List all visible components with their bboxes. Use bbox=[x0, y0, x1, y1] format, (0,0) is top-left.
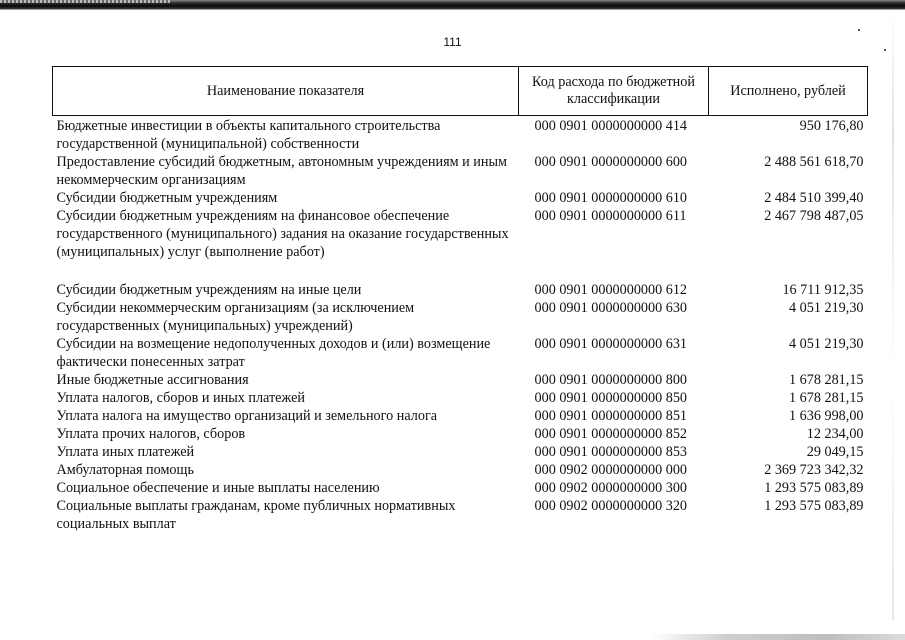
row-code: 000 0901 0000000000 414 bbox=[534, 118, 688, 134]
row-code: 000 0901 0000000000 631 bbox=[534, 336, 688, 352]
row-code: 000 0901 0000000000 610 bbox=[534, 190, 688, 206]
table-row bbox=[53, 371, 868, 389]
budget-execution-table bbox=[52, 66, 868, 533]
row-name: Уплата прочих налогов, сборов bbox=[56, 426, 246, 442]
row-amount: 1 678 281,15 bbox=[789, 390, 864, 406]
column-header-code: Код расхода по бюджетной классификации bbox=[519, 67, 709, 116]
row-name: Иные бюджетные ассигнования bbox=[56, 372, 249, 388]
row-amount: 12 234,00 bbox=[806, 426, 864, 442]
row-name: Субсидии на возмещение недополученных доходов и (или) возмещение фактически понесенных затрат bbox=[56, 336, 491, 370]
table-row bbox=[53, 425, 868, 443]
row-name: Амбулаторная помощь bbox=[56, 462, 194, 478]
table-row bbox=[53, 281, 868, 299]
row-name: Уплата налога на имущество организаций и земельного налога bbox=[56, 408, 438, 424]
table-header-row bbox=[53, 67, 868, 116]
scan-border-top bbox=[0, 0, 905, 10]
row-amount: 16 711 912,35 bbox=[782, 282, 864, 298]
scan-edge-right bbox=[892, 10, 894, 620]
table-row bbox=[53, 153, 868, 189]
spacer-cell bbox=[709, 261, 868, 281]
row-amount: 1 293 575 083,89 bbox=[764, 498, 864, 514]
column-header-name: Наименование показателя bbox=[53, 67, 519, 116]
table-row bbox=[53, 443, 868, 461]
row-code: 000 0901 0000000000 611 bbox=[534, 208, 687, 224]
row-amount: 29 049,15 bbox=[806, 444, 864, 460]
spacer-cell bbox=[519, 261, 709, 281]
row-code: 000 0901 0000000000 851 bbox=[534, 408, 688, 424]
page-number: 111 bbox=[443, 35, 462, 49]
row-code: 000 0901 0000000000 612 bbox=[534, 282, 688, 298]
row-name: Субсидии бюджетным учреждениям на финансовое обеспечение государственного (муниципального) задания на оказание государственных (муниципальных) услуг (выполнение работ) bbox=[56, 208, 509, 260]
row-name: Уплата налогов, сборов и иных платежей bbox=[56, 390, 305, 406]
table-row bbox=[53, 407, 868, 425]
table-row bbox=[53, 299, 868, 335]
table-row bbox=[53, 461, 868, 479]
column-header-amount: Исполнено, рублей bbox=[709, 67, 868, 116]
row-code: 000 0901 0000000000 800 bbox=[534, 372, 688, 388]
scan-speck bbox=[858, 29, 860, 31]
row-amount: 2 484 510 399,40 bbox=[764, 190, 864, 206]
row-amount: 2 369 723 342,32 bbox=[764, 462, 864, 478]
row-code: 000 0902 0000000000 320 bbox=[534, 498, 688, 514]
table-row bbox=[53, 389, 868, 407]
row-name: Субсидии некоммерческим организациям (за исключением государственных (муниципальных) учреждений) bbox=[56, 300, 415, 334]
row-name: Бюджетные инвестиции в объекты капитального строительства государственной (муниципальной) собственности bbox=[56, 118, 441, 152]
row-name: Уплата иных платежей bbox=[56, 444, 195, 460]
row-code: 000 0901 0000000000 850 bbox=[534, 390, 688, 406]
table-row bbox=[53, 189, 868, 207]
row-amount: 1 636 998,00 bbox=[789, 408, 864, 424]
table-row bbox=[53, 207, 868, 261]
row-code: 000 0902 0000000000 000 bbox=[534, 462, 688, 478]
row-amount: 4 051 219,30 bbox=[789, 336, 864, 352]
row-amount: 4 051 219,30 bbox=[789, 300, 864, 316]
row-code: 000 0901 0000000000 853 bbox=[534, 444, 688, 460]
row-name: Субсидии бюджетным учреждениям на иные цели bbox=[56, 282, 362, 298]
row-name: Предоставление субсидий бюджетным, автономным учреждениям и иным некоммерческим организациям bbox=[56, 154, 507, 188]
spacer-cell bbox=[53, 261, 519, 281]
row-amount: 2 488 561 618,70 bbox=[764, 154, 864, 170]
row-code: 000 0901 0000000000 630 bbox=[534, 300, 688, 316]
row-amount: 1 678 281,15 bbox=[789, 372, 864, 388]
row-name: Субсидии бюджетным учреждениям bbox=[56, 190, 278, 206]
table-row bbox=[53, 497, 868, 533]
scan-border-bottom bbox=[650, 634, 905, 640]
row-code: 000 0901 0000000000 852 bbox=[534, 426, 688, 442]
row-code: 000 0901 0000000000 600 bbox=[534, 154, 688, 170]
table-row bbox=[53, 116, 868, 154]
row-code: 000 0902 0000000000 300 bbox=[534, 480, 688, 496]
row-name: Социальные выплаты гражданам, кроме публичных нормативных социальных выплат bbox=[56, 498, 456, 532]
row-amount: 950 176,80 bbox=[799, 118, 864, 134]
row-amount: 2 467 798 487,05 bbox=[764, 208, 864, 224]
table-row bbox=[53, 335, 868, 371]
row-amount: 1 293 575 083,89 bbox=[764, 480, 864, 496]
row-name: Социальное обеспечение и иные выплаты населению bbox=[56, 480, 380, 496]
table-row bbox=[53, 479, 868, 497]
scan-speck bbox=[884, 49, 886, 51]
table-spacer-row bbox=[53, 261, 868, 281]
